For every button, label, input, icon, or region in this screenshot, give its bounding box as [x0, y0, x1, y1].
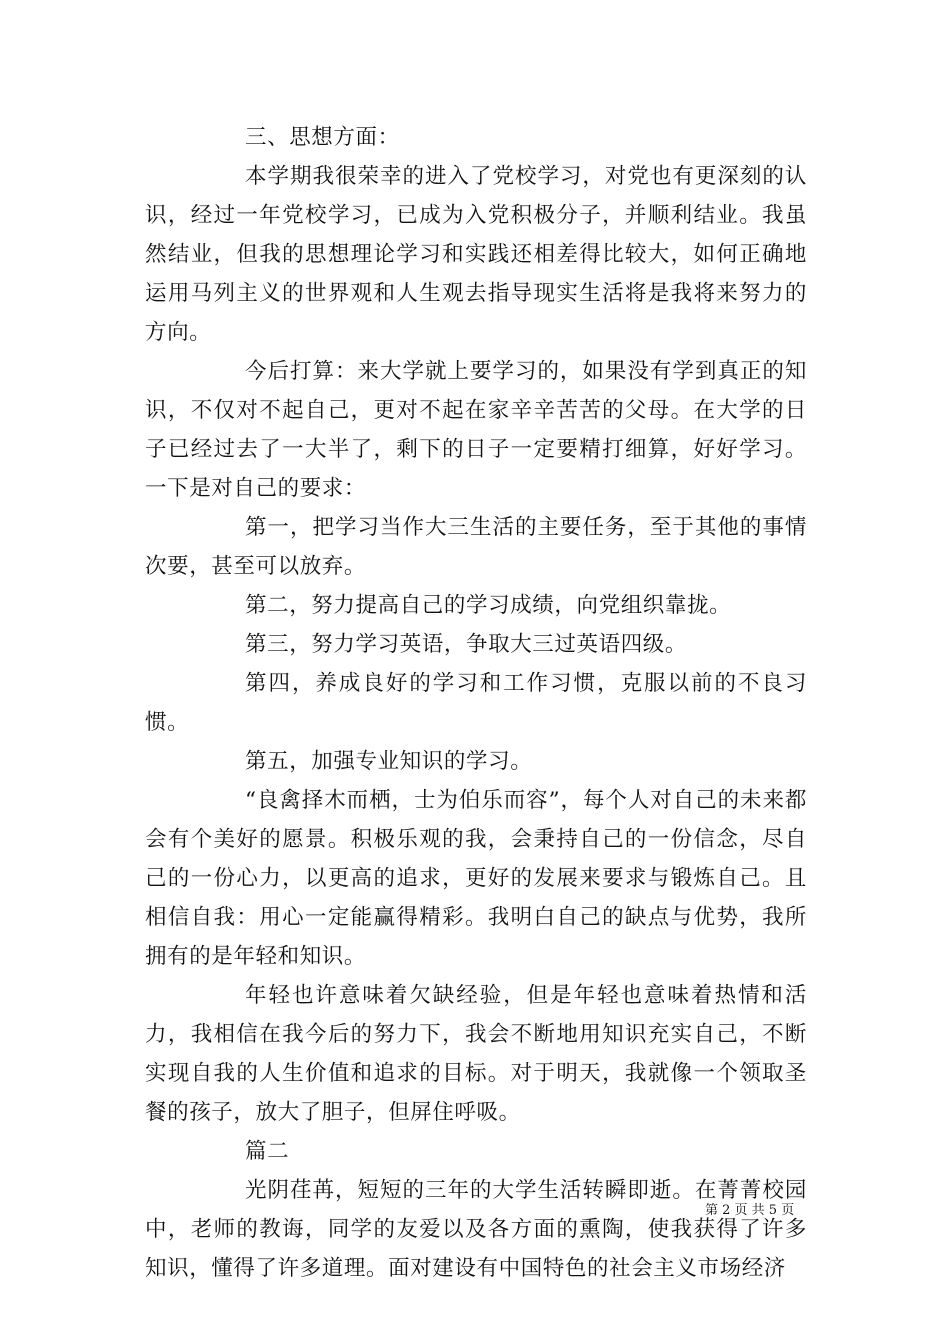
- page-number-footer: 第 2 页 共 5 页: [705, 1203, 795, 1218]
- paragraph: “良禽择木而栖，士为伯乐而容”，每个人对自己的未来都会有个美好的愿景。积极乐观的我，会秉持自己的一份信念，尽自己的一份心力，以更高的追求，更好的发展来要求与锻炼自己。且相信自我：用心一定能赢得精彩。我明白自己的缺点与优势，我所拥有的是年轻和知识。: [145, 788, 807, 969]
- list-item: 第三，努力学习英语，争取大三过英语四级。: [245, 632, 688, 657]
- paragraph: 光阴荏苒，短短的三年的大学生活转瞬即逝。在菁菁校园中，老师的教诲，同学的友爱以及各方面的熏陶，使我获得了许多知识，懂得了许多道理。面对建设有中国特色的社会主义市场经济: [145, 1178, 807, 1281]
- list-item: 第一，把学习当作大三生活的主要任务，至于其他的事情次要，甚至可以放弃。: [145, 515, 807, 579]
- paragraph: 年轻也许意味着欠缺经验，但是年轻也意味着热情和活力，我相信在我今后的努力下，我会不断地用知识充实自己，不断实现自我的人生价值和追求的目标。对于明天，我就像一个领取圣餐的孩子，放大了胆子，但屏住呼吸。: [145, 983, 807, 1125]
- list-item: 第五，加强专业知识的学习。: [245, 749, 533, 774]
- paragraph: 今后打算：来大学就上要学习的，如果没有学到真正的知识，不仅对不起自己，更对不起在家辛辛苦苦的父母。在大学的日子已经过去了一大半了，剩下的日子一定要精打细算，好好学习。一下是对自己的要求：: [145, 359, 807, 501]
- paragraph: 本学期我很荣幸的进入了党校学习，对党也有更深刻的认识，经过一年党校学习，已成为入党积极分子，并顺利结业。我虽然结业，但我的思想理论学习和实践还相差得比较大，如何正确地运用马列主义的世界观和人生观去指导现实生活将是我将来努力的方向。: [145, 164, 807, 345]
- section-heading: 篇二: [245, 1139, 290, 1164]
- list-item: 第四，养成良好的学习和工作习惯，克服以前的不良习惯。: [145, 671, 807, 735]
- section-heading: 三、思想方面：: [245, 125, 400, 150]
- list-item: 第二，努力提高自己的学习成绩，向党组织靠拢。: [245, 593, 732, 618]
- document-body: [145, 118, 807, 1288]
